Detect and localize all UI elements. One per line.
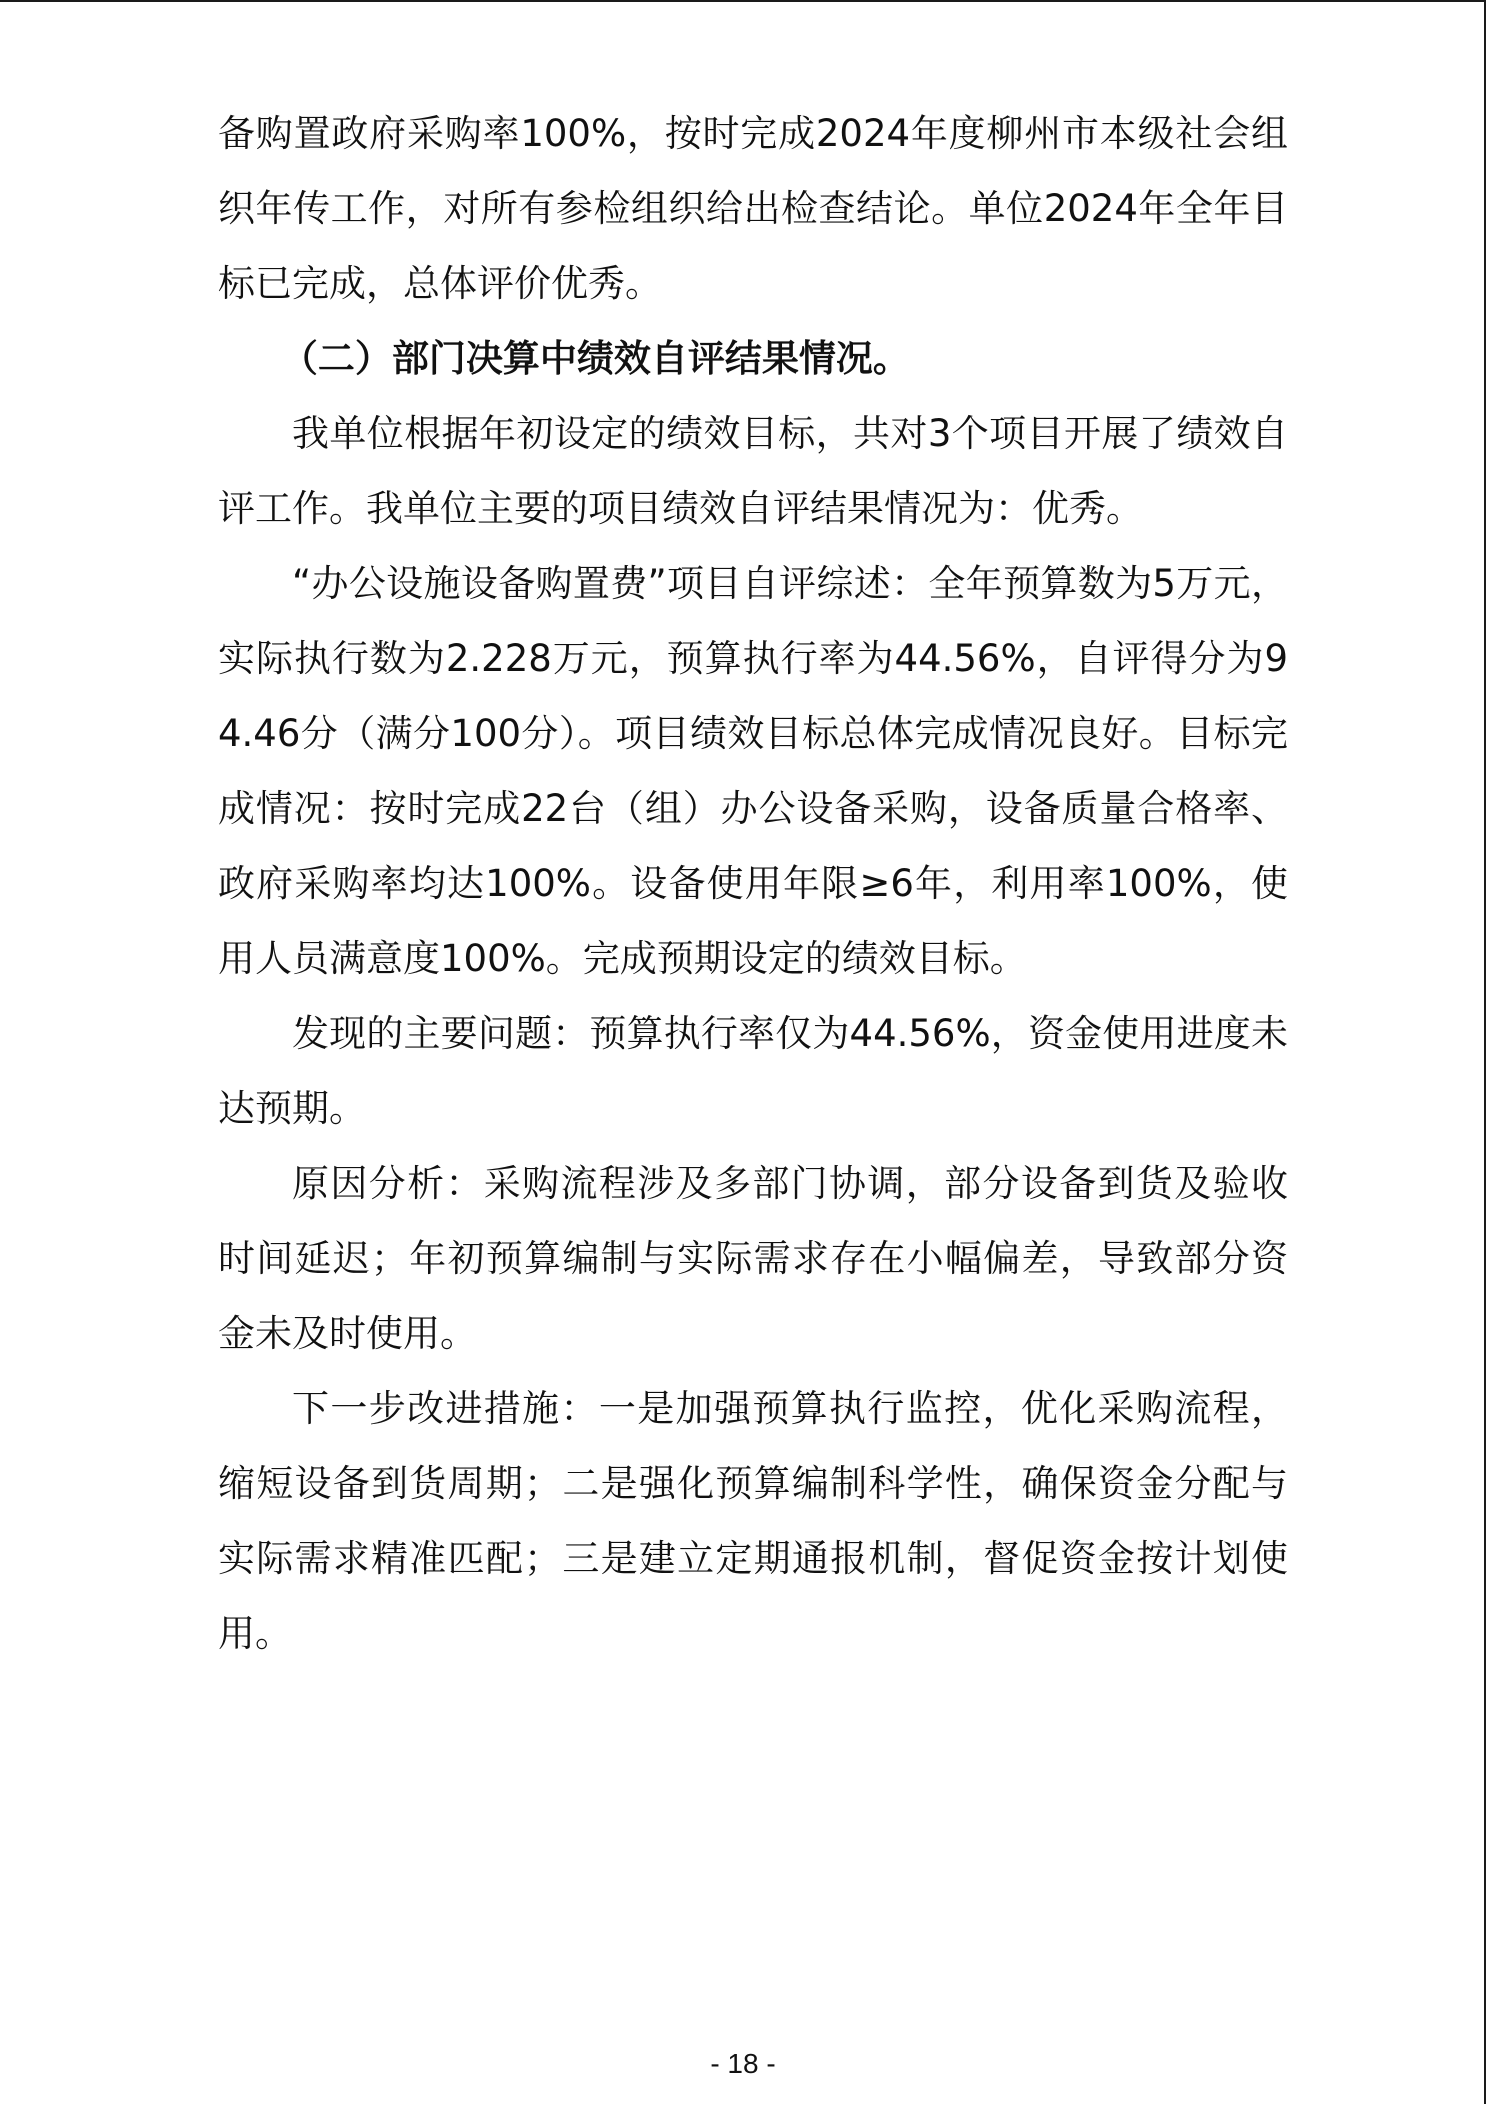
document-body bbox=[218, 96, 1288, 1671]
paragraph-cause-analysis: 原因分析：采购流程涉及多部门协调，部分设备到货及验收时间延迟；年初预算编制与实际需求存在小幅偏差，导致部分资金未及时使用。 bbox=[218, 1162, 1288, 1355]
page-number: - 18 - bbox=[710, 2048, 776, 2079]
paragraph-improvement-measures: 下一步改进措施：一是加强预算执行监控，优化采购流程，缩短设备到货周期；二是强化预算编制科学性，确保资金分配与实际需求精准匹配；三是建立定期通报机制，督促资金按计划使用。 bbox=[218, 1387, 1288, 1655]
section-heading: （二）部门决算中绩效自评结果情况。 bbox=[280, 337, 910, 380]
paragraph-project-summary: “办公设施设备购置费”项目自评综述：全年预算数为5万元，实际执行数为2.228万元，预算执行率为44.56%，自评得分为94.46分（满分100分）。项目绩效目标总体完成情况良好。目标完成情况：按时完成22台（组）办公设备采购，设备质量合格率、政府采购率均达100%。设备使用年限≥6年，利用率100%，使用人员满意度100%。完成预期设定的绩效目标。 bbox=[218, 562, 1288, 980]
paragraph-self-evaluation-overview: 我单位根据年初设定的绩效目标，共对3个项目开展了绩效自评工作。我单位主要的项目绩效自评结果情况为：优秀。 bbox=[218, 412, 1288, 530]
paragraph-continuation: 备购置政府采购率100%，按时完成2024年度柳州市本级社会组织年传工作，对所有参检组织给出检查结论。单位2024年全年目标已完成，总体评价优秀。 bbox=[218, 112, 1288, 305]
paragraph-main-problems: 发现的主要问题：预算执行率仅为44.56%，资金使用进度未达预期。 bbox=[218, 1012, 1288, 1130]
